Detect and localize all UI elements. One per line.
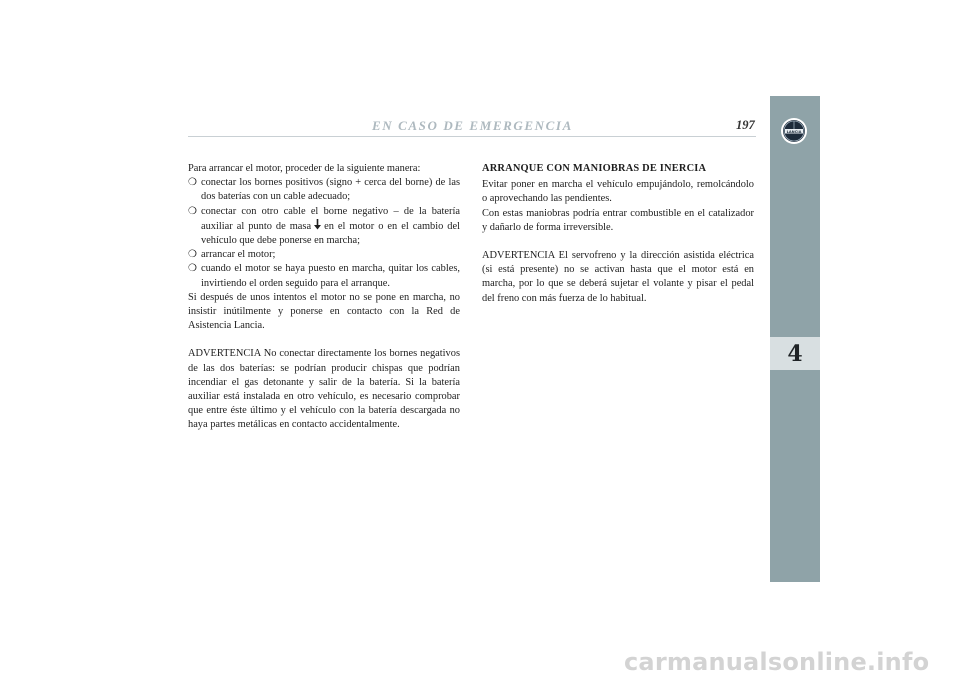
list-item-text: conectar los bornes positivos (signo + cerca del borne) de las dos baterías con un cable adecuado; (201, 177, 460, 203)
bullet-icon: ❍ (188, 249, 197, 261)
section-heading: ARRANQUE CON MANIOBRAS DE INERCIA (482, 163, 707, 174)
header-rule (188, 136, 756, 137)
list-item-text: cuando el motor se haya puesto en marcha, quitar los cables, invirtiendo el orden seguido para el arranque. (201, 263, 460, 289)
paragraph: Si después de unos intentos el motor no se pone en marcha, no insistir inútilmente y ponerse en contacto con la Red de Asistencia Lancia. (188, 291, 460, 332)
page-number: 197 (736, 118, 755, 132)
warning-paragraph: ADVERTENCIA El servofreno y la dirección asistida eléctrica (si está presente) no se activan hasta que el motor está en marcha, por lo que se deberá sujetar el volante y pisar el pedal del freno con más fuerza de lo habitual. (482, 250, 754, 304)
list-item (188, 262, 460, 290)
intro-text: Para arrancar el motor, proceder de la siguiente manera: (188, 163, 421, 174)
left-column (188, 162, 460, 433)
chapter-tab-number: 4 (787, 340, 803, 367)
watermark: carmanualsonline.info (624, 648, 930, 676)
chapter-tab[interactable] (770, 337, 820, 370)
bullet-icon: ❍ (188, 177, 197, 189)
lancia-logo-icon (780, 117, 808, 145)
ground-symbol-icon (313, 219, 322, 230)
list-item (188, 205, 460, 249)
bullet-icon: ❍ (188, 205, 197, 217)
svg-text:LANCIA: LANCIA (786, 129, 802, 134)
page-header-title: EN CASO DE EMERGENCIA (372, 118, 573, 133)
list-item (188, 176, 460, 204)
list-item-text: arrancar el motor; (201, 249, 276, 261)
paragraph: Evitar poner en marcha el vehículo empujándolo, remolcándolo o aprovechando las pendientes. (482, 179, 754, 205)
list-item (188, 248, 460, 262)
paragraph: Con estas maniobras podría entrar combustible en el catalizador y dañarlo de forma irreversible. (482, 207, 754, 233)
warning-paragraph: ADVERTENCIA No conectar directamente los bornes negativos de las dos baterías: se podrían producir chispas que podrían incendiar el gas detonante y salir de la batería. Si la batería auxiliar está instalada en otro vehículo, es necesario comprobar que entre éste último y el vehículo con la batería descargada no haya partes metálicas en contacto accidentalmente. (188, 348, 460, 431)
list-item-text: conectar con otro cable el borne negativo – de la batería auxiliar al punto de masa en el motor o en el cambio del vehículo que debe ponerse en marcha; (201, 205, 460, 247)
right-column (482, 162, 754, 306)
bullet-icon: ❍ (188, 263, 197, 275)
